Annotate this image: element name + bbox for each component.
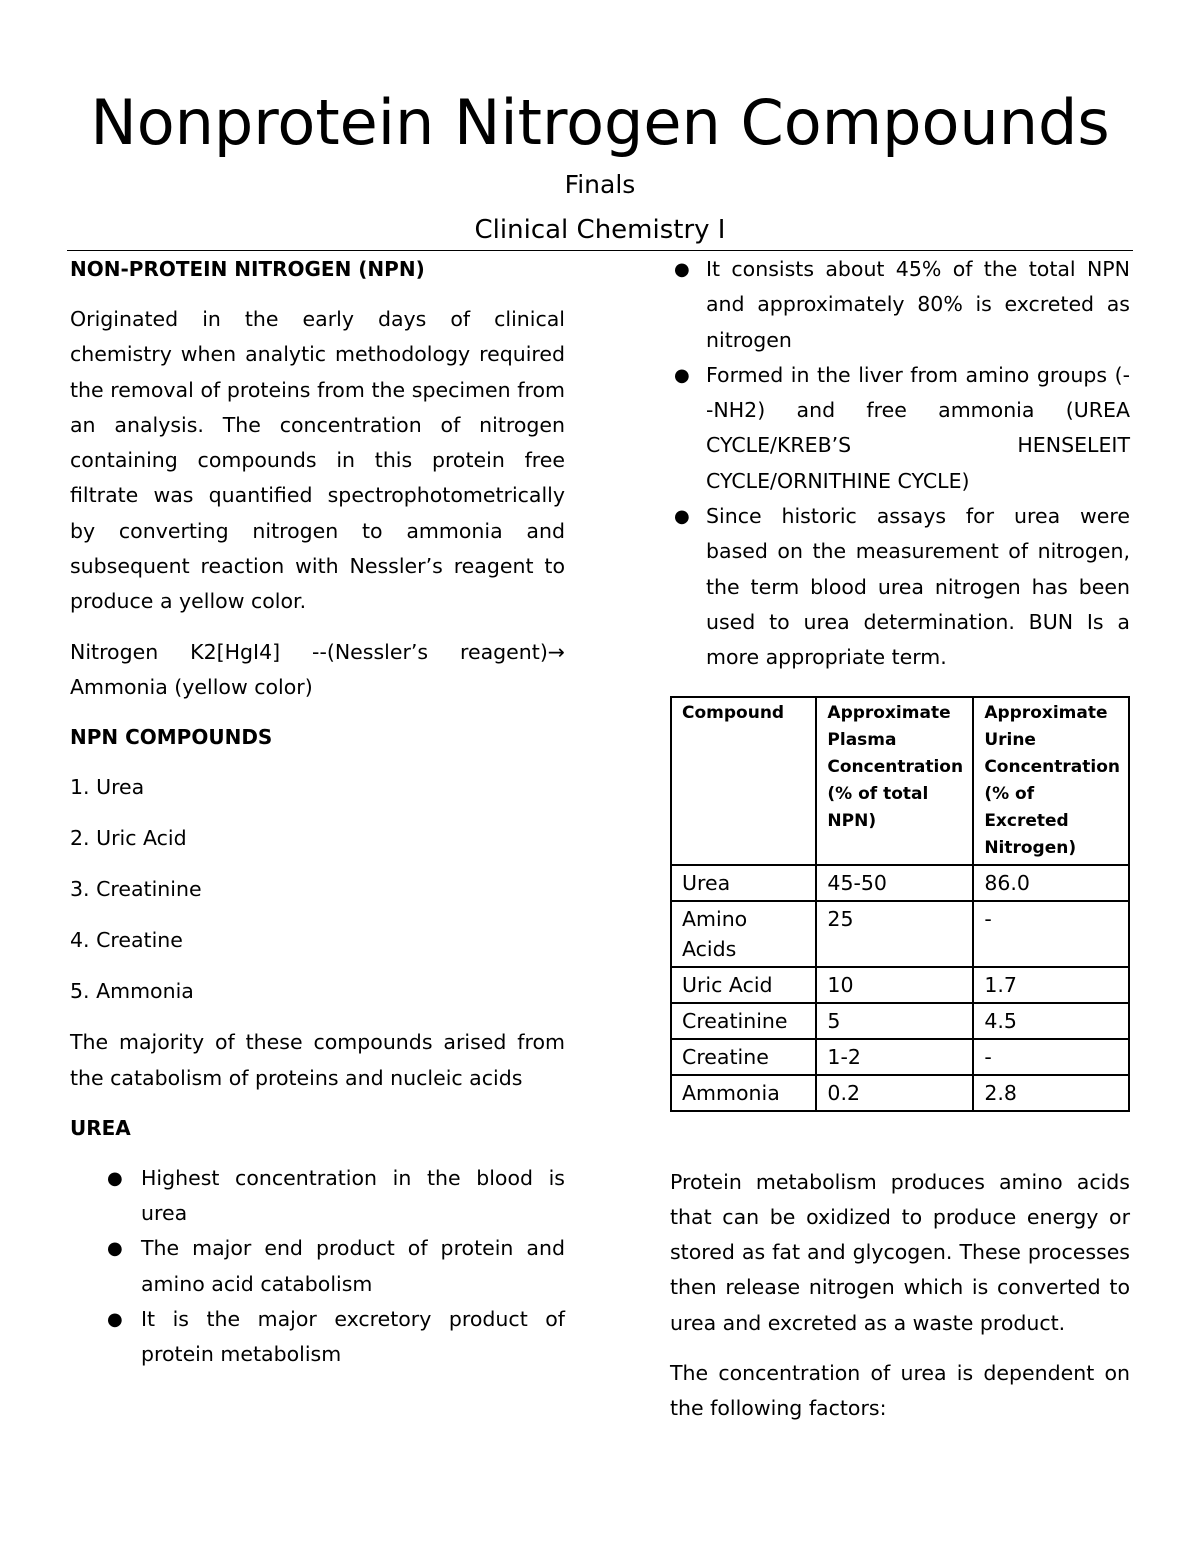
majority-paragraph: The majority of these compounds arised from the catabolism of proteins and nucleic acids (70, 1030, 565, 1090)
npn-paragraph: Originated in the early days of clinical chemistry when analytic methodology required the removal of proteins from the specimen from an analysis. The concentration of nitrogen containing compounds in this protein free filtrate was quantified spectrophotometrically by converting nitrogen to ammonia and subsequent reaction with Nessler’s reagent to produce a yellow color. (70, 307, 565, 614)
urea-facts-list (670, 252, 1130, 676)
table-cell: 10 (816, 967, 973, 1003)
table-row (671, 1003, 1129, 1039)
header-divider (67, 250, 1133, 251)
bullet-text: It consists about 45% of the total NPN and approximately 80% is excreted as nitrogen (706, 257, 1130, 352)
table-cell: Creatinine (671, 1003, 816, 1039)
table-header-row (671, 697, 1129, 865)
bullet-item (670, 252, 1130, 358)
bullet-text: Formed in the liver from amino groups (--NH2) and free ammonia (UREA CYCLE/KREB’S HENSELEIT CYCLE/ORNITHINE CYCLE) (706, 362, 1130, 493)
table-header-cell: Compound (671, 697, 816, 865)
table-cell: 2.8 (973, 1075, 1129, 1111)
bullet-dot-icon: ● (107, 1167, 123, 1189)
bullet-text: Highest concentration in the blood is urea (141, 1165, 565, 1226)
urea-bullet-list (70, 1161, 565, 1373)
factors-paragraph: The concentration of urea is dependent on the following factors: (670, 1361, 1130, 1421)
compound-list-item: 1. Urea (70, 775, 145, 800)
bullet-text: It is the major excretory product of protein metabolism (141, 1307, 565, 1367)
table-cell: 1.7 (973, 967, 1129, 1003)
table-row (671, 865, 1129, 901)
table-cell: Creatine (671, 1039, 816, 1075)
bullet-dot-icon: ● (107, 1238, 123, 1260)
bullet-text: The major end product of protein and amino acid catabolism (141, 1236, 565, 1296)
npn-compounds-heading: NPN COMPOUNDS (70, 725, 273, 750)
table-header-cell: Approximate Urine Concentration (% of Excreted Nitrogen) (973, 697, 1129, 865)
table-cell: 4.5 (973, 1003, 1129, 1039)
compound-list-item: 3. Creatinine (70, 877, 202, 902)
urea-heading: UREA (70, 1115, 131, 1140)
bullet-dot-icon: ● (674, 506, 690, 528)
table-cell: Urea (671, 865, 816, 901)
table-cell: 5 (816, 1003, 973, 1039)
table-cell: 25 (816, 901, 973, 967)
right-column (670, 252, 1130, 1442)
compound-list-item: 2. Uric Acid (70, 826, 187, 851)
table-cell: 0.2 (816, 1075, 973, 1111)
bullet-item (670, 358, 1130, 499)
table-row (671, 967, 1129, 1003)
table-cell: 45-50 (816, 865, 973, 901)
table-cell: 1-2 (816, 1039, 973, 1075)
table-header-cell: Approximate Plasma Concentration (% of total NPN) (816, 697, 973, 865)
table-cell: Amino Acids (671, 901, 816, 967)
table-cell: - (973, 1039, 1129, 1075)
bullet-text: Since historic assays for urea were based on the measurement of nitrogen, the term blood urea nitrogen has been used to urea determination. BUN Is a more appropriate term. (706, 504, 1130, 670)
table-row (671, 1075, 1129, 1111)
page-subtitle: Finals (564, 170, 636, 199)
bullet-item (70, 1231, 565, 1302)
table-row (671, 901, 1129, 967)
table-row (671, 1039, 1129, 1075)
bullet-item (70, 1161, 565, 1232)
bullet-item (670, 499, 1130, 675)
nessler-reaction: Nitrogen K2[HgI4] --(Nessler’s reagent)→ Ammonia (yellow color) (70, 639, 565, 699)
left-column (70, 252, 565, 1373)
bullet-dot-icon: ● (107, 1309, 123, 1331)
table-cell: Ammonia (671, 1075, 816, 1111)
npn-concentration-table (670, 696, 1130, 1112)
npn-heading: NON-PROTEIN NITROGEN (NPN) (70, 257, 425, 281)
bullet-dot-icon: ● (674, 364, 690, 386)
page-title: Nonprotein Nitrogen Compounds (90, 86, 1110, 159)
bullet-dot-icon: ● (674, 259, 690, 280)
table-cell: - (973, 901, 1129, 967)
course-name: Clinical Chemistry I (474, 215, 726, 245)
table-cell: 86.0 (973, 865, 1129, 901)
table-cell: Uric Acid (671, 967, 816, 1003)
compound-list-item: 5. Ammonia (70, 979, 194, 1004)
compound-list-item: 4. Creatine (70, 928, 183, 953)
metabolism-paragraph: Protein metabolism produces amino acids that can be oxidized to produce energy or stored as fat and glycogen. These processes then release nitrogen which is converted to urea and excreted as a waste product. (670, 1169, 1130, 1335)
bullet-item (70, 1302, 565, 1373)
